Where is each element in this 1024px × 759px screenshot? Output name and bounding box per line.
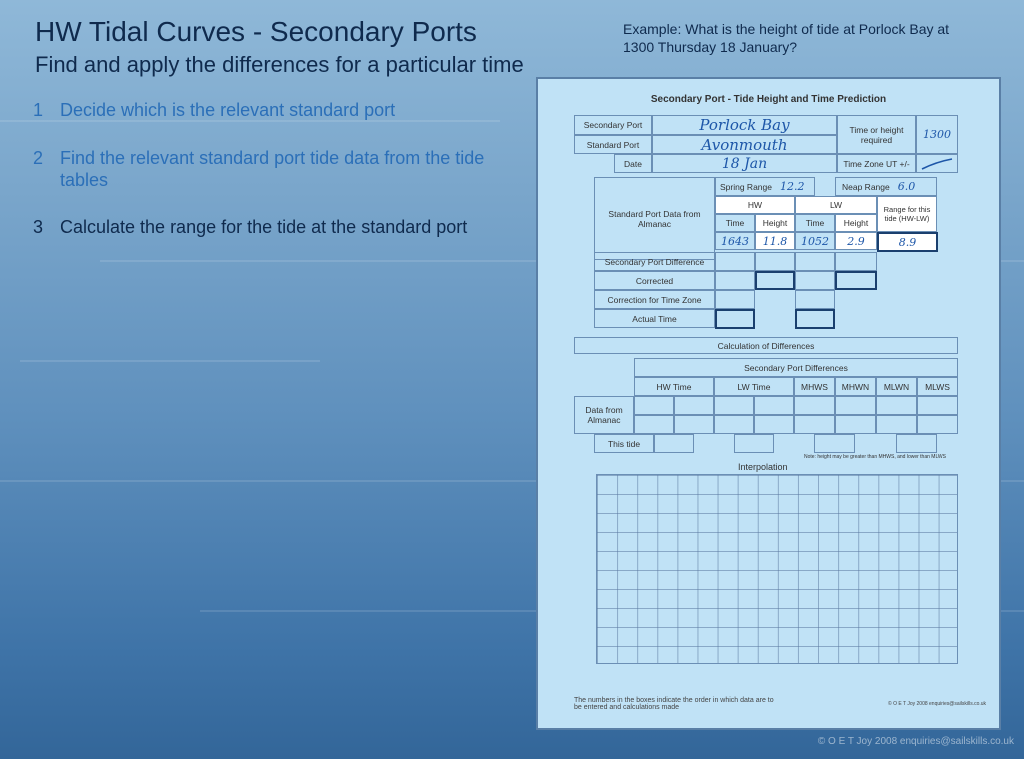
- cell: [795, 252, 835, 271]
- cell: [835, 396, 876, 415]
- time-required-label: Time or height required: [837, 115, 916, 154]
- standard-port-label: Standard Port: [574, 135, 652, 154]
- lw-time-col: LW Time: [714, 377, 794, 396]
- cell: [714, 415, 754, 434]
- date-label: Date: [614, 154, 652, 173]
- standard-port-value: Avonmouth: [652, 135, 837, 154]
- slide-title: HW Tidal Curves - Secondary Ports: [35, 16, 477, 47]
- cell: [734, 434, 774, 453]
- step-text: Calculate the range for the tide at the standard port: [60, 217, 468, 237]
- range-value: 8.9: [877, 232, 938, 252]
- mlwn-col: MLWN: [876, 377, 917, 396]
- cell: [795, 309, 835, 329]
- wave-decoration: [20, 360, 320, 362]
- range-header: Range for this tide (HW-LW): [877, 196, 937, 232]
- hw-time-header: Time: [715, 214, 755, 232]
- cell: [634, 396, 674, 415]
- slide-copyright: © O E T Joy 2008 enquiries@sailskills.co.uk: [817, 736, 1014, 747]
- standard-port-data-label: Standard Port Data from Almanac: [594, 177, 715, 260]
- mhwn-col: MHWN: [835, 377, 876, 396]
- form-footer-copyright: © O E T Joy 2008 enquiries@sailskills.co.uk: [888, 701, 987, 707]
- this-tide-label: This tide: [594, 434, 654, 453]
- step-text: Decide which is the relevant standard port: [60, 100, 396, 120]
- cell: [714, 396, 754, 415]
- cell: [835, 271, 877, 290]
- cell: [754, 396, 794, 415]
- tide-prediction-form: [536, 77, 1001, 730]
- secondary-port-value: Porlock Bay: [652, 115, 837, 135]
- cell: [715, 290, 755, 309]
- example-question: Example: What is the height of tide at Porlock Bay at 1300 Thursday 18 January?: [623, 21, 950, 55]
- lw-header: LW: [795, 196, 877, 214]
- lw-height-header: Height: [835, 214, 877, 232]
- spring-range-box: [715, 177, 815, 196]
- hw-time-value: 1643: [715, 232, 755, 250]
- lw-time-header: Time: [795, 214, 835, 232]
- step-3: [33, 216, 533, 238]
- lw-time-value: 1052: [795, 232, 835, 250]
- interpolation-label: Interpolation: [738, 462, 788, 472]
- actual-time-label: Actual Time: [594, 309, 715, 328]
- step-number: 2: [33, 148, 44, 168]
- cell: [674, 396, 714, 415]
- cell: [654, 434, 694, 453]
- neap-range-label: Neap Range: [842, 181, 890, 192]
- cell: [795, 290, 835, 309]
- time-required-value: 1300: [916, 115, 958, 154]
- cell: [634, 415, 674, 434]
- mlws-col: MLWS: [917, 377, 958, 396]
- sec-port-diffs-header: Secondary Port Differences: [634, 358, 958, 377]
- sec-port-diff-label: Secondary Port Difference: [594, 252, 715, 271]
- height-note: Note: height may be greater than MHWS, and lower than MLWS: [804, 454, 946, 460]
- cell: [674, 415, 714, 434]
- cell: [794, 415, 835, 434]
- cell: [795, 271, 835, 290]
- corrected-label: Corrected: [594, 271, 715, 290]
- cell: [835, 415, 876, 434]
- pen-stroke-icon: [918, 156, 956, 172]
- form-title: Secondary Port - Tide Height and Time Prediction: [650, 94, 887, 105]
- lw-height-value: 2.9: [835, 232, 877, 250]
- slide-subtitle: Find and apply the differences for a particular time: [35, 52, 524, 77]
- hw-time-col: HW Time: [634, 377, 714, 396]
- spring-range-value: 12.2: [779, 180, 805, 193]
- calc-diff-header: Calculation of Differences: [574, 337, 958, 354]
- step-number: 1: [33, 100, 44, 120]
- form-footer-note: The numbers in the boxes indicate the order in which data are to be entered and calculations made: [574, 697, 774, 711]
- cell: [715, 309, 755, 329]
- time-zone-value: [916, 154, 958, 173]
- cell: [876, 415, 917, 434]
- cell: [715, 271, 755, 290]
- mhws-col: MHWS: [794, 377, 835, 396]
- secondary-port-label: Secondary Port: [574, 115, 652, 135]
- cell: [917, 396, 958, 415]
- neap-range-value: 6.0: [897, 180, 916, 193]
- spring-range-label: Spring Range: [720, 181, 772, 192]
- cell: [835, 252, 877, 271]
- cell: [896, 434, 937, 453]
- data-from-almanac-label: Data from Almanac: [574, 396, 634, 434]
- step-2: [33, 147, 533, 191]
- interpolation-grid: [596, 474, 958, 664]
- neap-range-box: [835, 177, 937, 196]
- correction-tz-label: Correction for Time Zone: [594, 290, 715, 309]
- cell: [794, 396, 835, 415]
- step-text: Find the relevant standard port tide data from the tide tables: [60, 148, 485, 190]
- cell: [754, 415, 794, 434]
- hw-height-value: 11.8: [755, 232, 795, 250]
- cell: [755, 252, 795, 271]
- step-number: 3: [33, 217, 44, 237]
- cell: [917, 415, 958, 434]
- cell: [814, 434, 855, 453]
- time-zone-label: Time Zone UT +/-: [837, 154, 916, 173]
- cell: [715, 252, 755, 271]
- hw-height-header: Height: [755, 214, 795, 232]
- step-1: [33, 99, 533, 121]
- cell: [876, 396, 917, 415]
- cell: [755, 271, 795, 290]
- hw-header: HW: [715, 196, 795, 214]
- date-value: 18 Jan: [652, 154, 837, 173]
